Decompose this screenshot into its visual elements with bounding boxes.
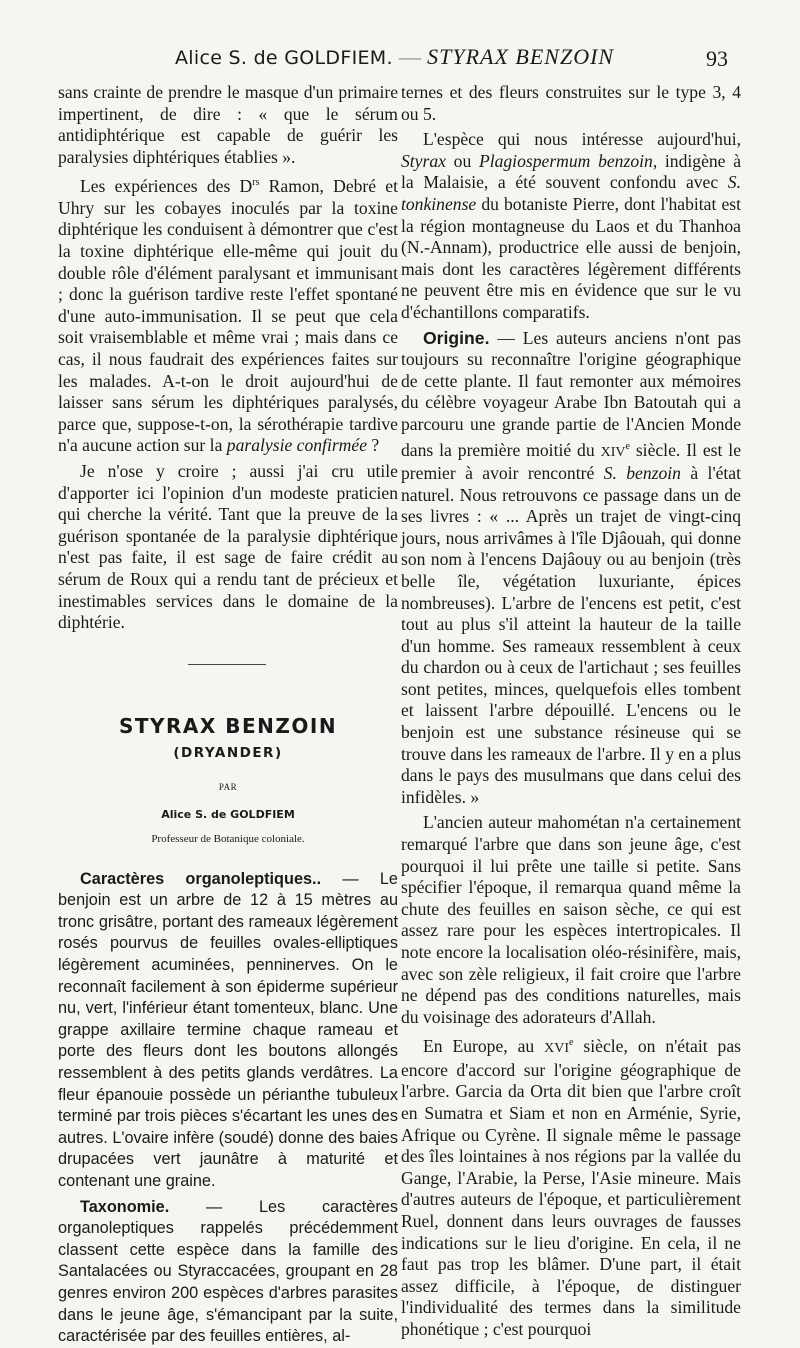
section-taxonomie bbox=[58, 1197, 398, 1348]
left-column bbox=[58, 82, 398, 1348]
left-p2-text-c: ? bbox=[367, 435, 380, 456]
left-p2-italic: paralysie confirmée bbox=[226, 435, 368, 456]
right-p5-sup: e bbox=[569, 1037, 574, 1049]
page-number: 93 bbox=[706, 46, 728, 71]
header-title: STYRAX BENZOIN bbox=[427, 44, 615, 69]
right-paragraph-2 bbox=[401, 129, 741, 323]
section-origine-century: XIV bbox=[600, 444, 626, 460]
right-paragraph-1: ternes et des fleurs construites sur le type 3, 4 ou 5. bbox=[401, 82, 741, 124]
running-title bbox=[175, 44, 614, 70]
separator-rule bbox=[188, 664, 266, 665]
separator-block bbox=[58, 634, 398, 684]
section-caracteres-heading: Caractères organoleptiques.. bbox=[80, 869, 322, 888]
right-p5-text-a: En Europe, au bbox=[423, 1036, 545, 1057]
right-p2-italic-3: S. tonkinense bbox=[401, 172, 741, 214]
page-header bbox=[0, 42, 800, 76]
article-par: PAR bbox=[218, 781, 238, 792]
right-p5-century: XVI bbox=[544, 1041, 570, 1057]
section-origine-text-b: siècle. Il est le premier à avoir rencontré bbox=[401, 439, 742, 483]
section-taxonomie-heading: Taxonomie. bbox=[80, 1197, 170, 1216]
section-caracteres bbox=[58, 869, 398, 1193]
left-paragraph-2 bbox=[58, 172, 398, 457]
section-origine-italic: S. benzoin bbox=[603, 462, 681, 483]
left-p2-sup: rs bbox=[252, 177, 260, 189]
right-p2-text-c: , indigène à la Malaisie, a été souvent confondu avec bbox=[401, 150, 741, 193]
left-paragraph-1: sans crainte de prendre le masque d'un primaire impertinent, de dire : « que le sérum antidiphtérique est capable de guérir les paralysies diphtériques établies ». bbox=[58, 82, 398, 167]
section-caracteres-text: — Le benjoin est un arbre de 12 à 15 mètres au tronc grisâtre, portant des rameaux légèrement rosés pourvus de feuilles ovales-elliptiques légèrement acuminées, penninerves. On le reconnaît facilement à son épiderme supérieur nu, vert, l'inférieur étant tomenteux, blanc. Une grappe axillaire termine chaque rameau et porte des fleurs dont les boutons allongés ressemblent à des petits glands verdâtres. La fleur épanouie possède un périanthe tubuleux terminé par trois pièces s'écartant les unes des autres. L'ovaire infère (soudé) donne des baies drupacées vert jaunâtre à maturité et contenant une graine. bbox=[58, 869, 398, 1190]
article-role: Professeur de Botanique coloniale. bbox=[151, 833, 305, 846]
right-p5-text-b: siècle, on n'était pas encore d'accord sur l'origine géographique de l'arbre. Garcia da Orta dit bien que l'arbre croît en Sumatra et Siam et non en Arménie, Syrie, Afrique ou Cyrène. Il signale même le passage des îles lointaines à nos régions par la vallée du Gange, l'Arabie, la Perse, l'Asie mineure. Mais d'autres auteurs de l'époque, et particulièrement Ruel, donnent dans leurs ouvrages de fausses indications sur le lieu d'origine. En cela, il ne faut pas trop les blâmer. D'une part, il était assez difficile, à l'époque, de distinguer l'individualité des termes dans la similitude phonétique ; c'est pourquoi bbox=[401, 1036, 741, 1339]
right-paragraph-5 bbox=[401, 1032, 741, 1340]
section-origine-heading: Origine. bbox=[423, 327, 490, 348]
section-origine-text-c: à l'état naturel. Nous retrouvons ce passage dans un de ses livres : « ... Après un trajet de vingt-cinq jours, nous arrivâmes à l'île Djâouah, qui donne son nom à l'encens Dajâouy ou au benjoin (très belle île, végétation luxuriante, épices nombreuses). L'arbre de l'encens est petit, c'est tout au plus s'il atteint la hauteur de la taille d'un homme. Ses rameaux ressemblent à ceux du chardon ou à ceux de l'artichaut ; ses feuilles sont petites, minces, quelquefois elles tombent et laissent l'arbre dépouillé. L'encens ou le benjoin est une substance résineuse qui se trouve dans les rameaux de l'arbre. Il y en a plus dans le pays des musulmans que dans celui des infidèles. » bbox=[401, 462, 742, 807]
left-paragraph-3: Je n'ose y croire ; aussi j'ai cru utile d'apporter ici l'opinion d'un modeste praticien qui cherche la vérité. Tant que la preuve de la guérison spontanée de la paralysie diphtérique n'est pas faite, il est sage de faire crédit au sérum de Roux qui a rendu tant de précieux et inestimables services dans le domaine de la diphtérie. bbox=[58, 460, 398, 633]
right-paragraph-4: L'ancien auteur mahométan n'a certainement remarqué l'arbre que dans son jeune âge, c'est pourquoi il lui prête une taille si petite. Sans spécifier l'époque, il remarqua quand même la chute des feuilles en saison sèche, ce qui est assez rare pour les espèces intertropicales. Il note encore la localisation oléo-résinifère, mais, avec son zèle religieux, il fait croire que l'arbre ne dépend pas des conditions naturelles, mais du voisinage des adorateurs d'Allah. bbox=[401, 812, 741, 1027]
right-p2-text-d: du botaniste Pierre, dont l'habitat est la région montagneuse du Laos et du Thanhoa (N.-Annam), productrice elle aussi de benjoin, mais dont les caractères légèrement différents ne peuvent être mis en évidence que sur le vu d'échantillons comparatifs. bbox=[401, 193, 741, 322]
left-p2-text-a: Les expériences des D bbox=[80, 176, 253, 197]
left-p2-text-b: Ramon, Debré et Uhry sur les cobayes inoculés par la toxine diphtérique les conduisent à démontrer que c'est la toxine diphtérique elle-même qui jouit du double rôle d'élément paralysant et immunisant ; donc la guérison tardive reste l'effet spontané d'une auto-immunisation. Il se peut que cela soit vraisemblable et même vrai ; mais dans ce cas, il nous faudrait des expériences faites sur les malades. A-t-on le droit aujourd'hui de laisser sans sérum les diphtériques paralysés, parce que, suppose-t-on, la sérothérapie tardive n'a aucune action sur la bbox=[58, 176, 398, 456]
section-origine-sup: e bbox=[625, 440, 630, 452]
right-p2-text-a: L'espèce qui nous intéresse aujourd'hui, bbox=[423, 129, 741, 150]
right-p2-italic-1: Styrax bbox=[401, 150, 446, 171]
header-author: Alice S. de GOLDFIEM. bbox=[175, 47, 393, 69]
article-author: Alice S. de GOLDFIEM bbox=[161, 808, 295, 822]
section-origine-text-a: — Les auteurs anciens n'ont pas toujours su reconnaître l'origine géographique de cette plante. Il faut remonter aux mémoires du célèbre voyageur Arabe Ibn Batoutah qui a parcouru une grande partie de l'Ancien Monde dans la première moitié du bbox=[401, 327, 741, 460]
article-title: STYRAX BENZOIN bbox=[118, 713, 338, 738]
right-p2-text-b: ou bbox=[445, 150, 479, 171]
section-taxonomie-text: — Les caractères organoleptiques rappelés précédemment classent cette espèce dans la famille des Santalacées ou Styraccacées, groupant en 28 genres environ 200 espèces d'arbres parasites dans le jeune âge, s'émancipant par la suite, caractérisée par des feuilles entières, al- bbox=[58, 1197, 398, 1346]
right-p2-italic-2: Plagiospermum benzoin bbox=[478, 150, 653, 171]
section-origine bbox=[401, 328, 741, 809]
article-subtitle: (DRYANDER) bbox=[173, 745, 283, 762]
header-dash: — bbox=[398, 44, 422, 69]
right-column bbox=[401, 82, 741, 1341]
